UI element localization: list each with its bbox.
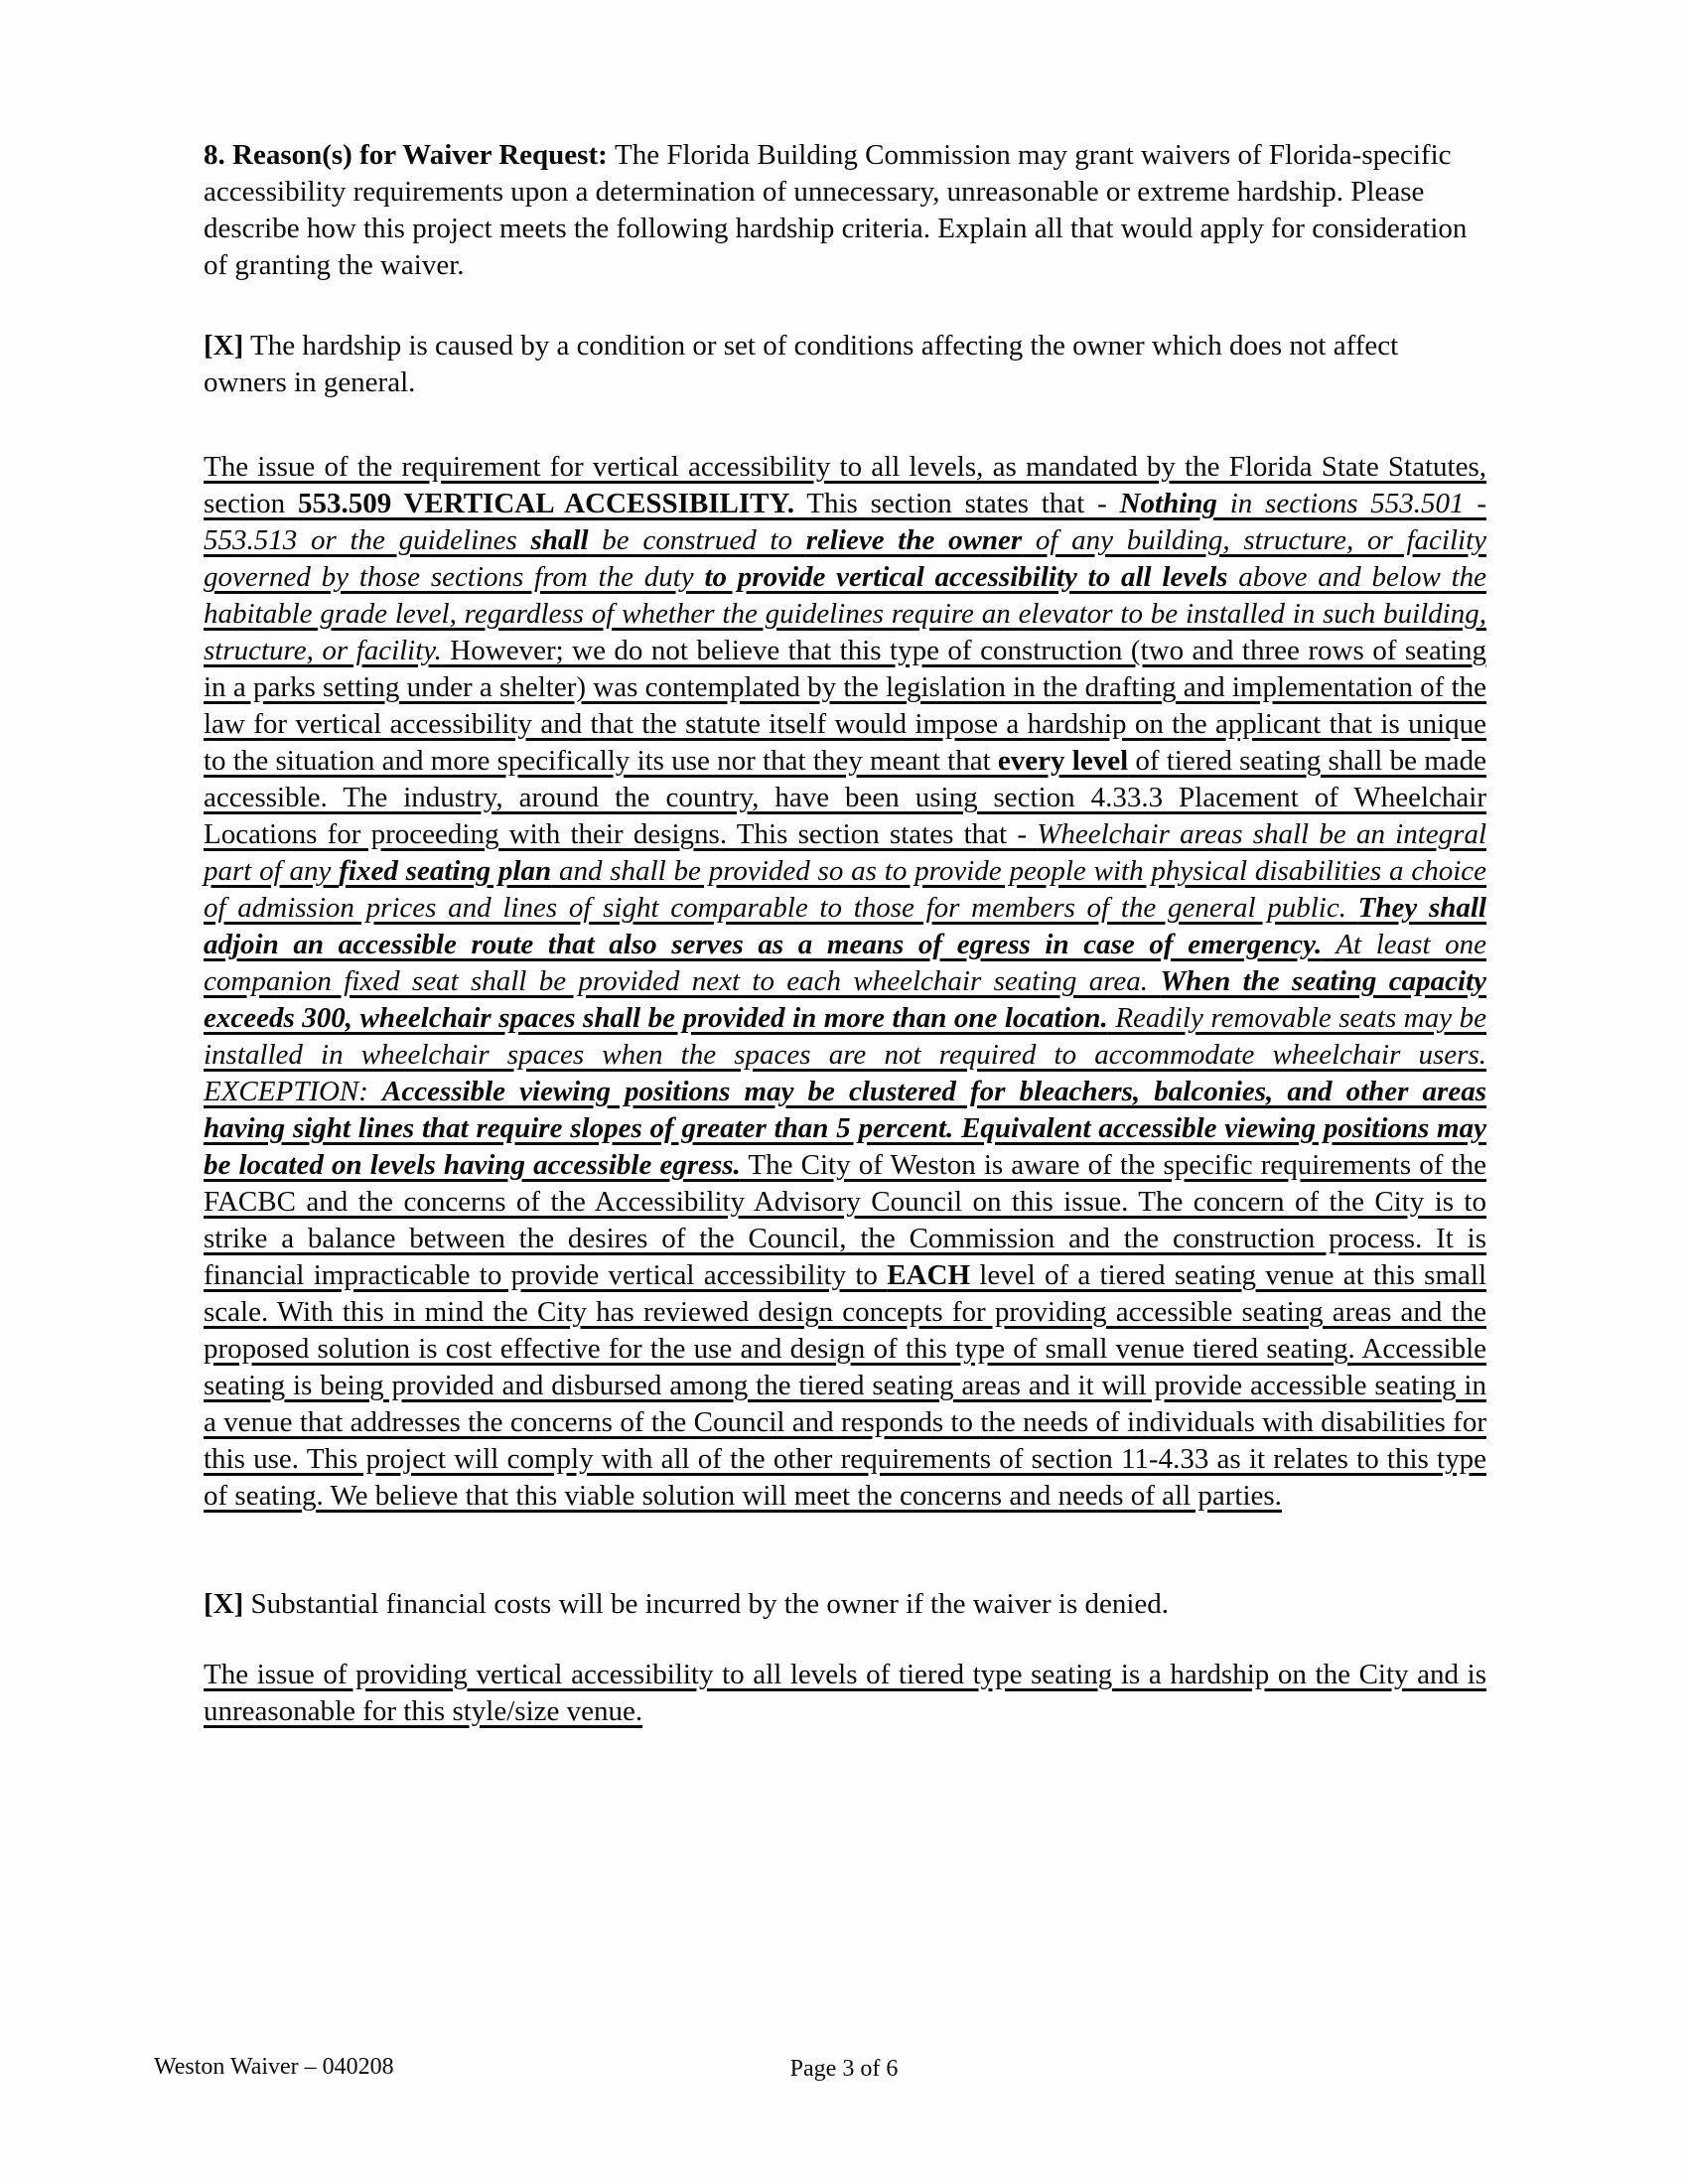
- text-run: and shall be provided so as to provide people with physical disabilities a choice of admission prices and lines of sight comparable to those for members of the general public.: [204, 855, 1487, 924]
- text-run: be construed to: [588, 524, 806, 556]
- text-run: At least one companion fixed seat shall be provided next to each wheelchair seating area.: [204, 929, 1487, 997]
- text-run: level of a tiered seating venue at this small scale. With this in mind the City has reviewed design concepts for providing accessible seating areas and the proposed solution is cost effective for the use and design of this type of small venue tiered seating. Accessible seating is being provided and disbursed among the tiered seating areas and it will provide accessible seating in a venue that addresses the concerns of the Council and responds to the needs of individuals with disabilities for this use. This project will comply with all of the other requirements of section 11-4.33 as it relates to this type of seating. We believe that this viable solution will meet the concerns and needs of all parties.: [204, 1259, 1486, 1512]
- text-run: Nothing: [1119, 488, 1217, 519]
- text-run: of any building, structure, or facility governed by those sections from the duty: [204, 524, 1486, 593]
- text-run: EACH: [887, 1259, 971, 1291]
- text-run: Substantial financial costs will be incurred by the owner if the waiver is denied.: [243, 1588, 1170, 1620]
- text-run: every level: [997, 745, 1129, 777]
- footer-doc-id: Weston Waiver – 040208: [154, 2054, 394, 2080]
- text-run: The issue of the requirement for vertical accessibility to all levels, as mandated by the Florida State Statutes, section: [204, 451, 1486, 519]
- text-run: Readily removable seats may be installed in wheelchair spaces when the spaces are not required to accommodate wheelchair users. EXCEPTION:: [204, 1002, 1486, 1107]
- document-body: [204, 137, 1486, 1730]
- text-run: The issue of providing vertical accessibility to all levels of tiered type seating is a hardship on the City and is unreasonable for this style/size venue.: [204, 1659, 1486, 1727]
- text-run: When the seating capacity exceeds 300, wheelchair spaces shall be provided in more than one location.: [204, 965, 1486, 1034]
- intro-paragraph: [204, 137, 1486, 284]
- text-run: shall: [530, 524, 589, 556]
- closing-paragraph: [204, 1657, 1486, 1730]
- text-run: However; we do not believe that this type of construction (two and three rows of seating in a parks setting under a shelter) was contemplated by the legislation in the drafting and implementation of the law for vertical accessibility and that the statute itself would impose a hardship on the applicant that is unique to the situation and more specifically its use nor that they meant that: [204, 635, 1486, 777]
- text-run: above and below the habitable grade level, regardless of whether the guidelines require an elevator to be installed in such building, structure, or facility.: [204, 561, 1486, 666]
- text-run: of tiered seating shall be made accessible. The industry, around the country, have been using section 4.33.3 Placement of Wheelchair Locations for proceeding with their designs. This section states that -: [204, 745, 1486, 850]
- hardship-criterion-1-paragraph: [204, 328, 1486, 401]
- text-run: This section states that -: [794, 488, 1120, 519]
- text-run: to provide vertical accessibility to all levels: [704, 561, 1228, 593]
- footer-page-number: Page 3 of 6: [789, 2056, 899, 2082]
- text-run: relieve the owner: [805, 524, 1023, 556]
- text-run: The City of Weston is aware of the specific requirements of the FACBC and the concerns of the Accessibility Advisory Council on this issue. The concern of the City is to strike a balance between the desires of the Council, the Commission and the construction process. It is financial impracticable to provide vertical accessibility to: [204, 1149, 1486, 1291]
- text-run: [X]: [204, 1588, 244, 1620]
- text-run: Wheelchair areas shall be an integral part of any: [204, 818, 1486, 887]
- text-run: The Florida Building Commission may grant waivers of Florida-specific accessibility requirements upon a determination of unnecessary, unreasonable or extreme hardship. Please describe how this project meets the following hardship criteria. Explain all that would apply for consideration of granting the waiver.: [204, 139, 1468, 281]
- hardship-criterion-2-paragraph: [204, 1586, 1486, 1623]
- text-run: [X]: [204, 330, 244, 362]
- text-run: in sections 553.501 - 553.513 or the guidelines: [204, 488, 1486, 556]
- text-run: fixed seating plan: [339, 855, 552, 887]
- text-run: 8. Reason(s) for Waiver Request:: [204, 139, 616, 171]
- waiver-argument-paragraph: [204, 449, 1486, 1515]
- text-run: Accessible viewing positions may be clustered for bleachers, balconies, and other areas having sight lines that require slopes of greater than 5 percent. Equivalent accessible viewing positions may be located on levels having accessible egress.: [204, 1076, 1486, 1181]
- text-run: The hardship is caused by a condition or set of conditions affecting the owner which does not affect owners in general.: [204, 330, 1399, 398]
- text-run: They shall adjoin an accessible route that also serves as a means of egress in case of emergency.: [204, 892, 1486, 960]
- text-run: 553.509 VERTICAL ACCESSIBILITY.: [297, 488, 794, 519]
